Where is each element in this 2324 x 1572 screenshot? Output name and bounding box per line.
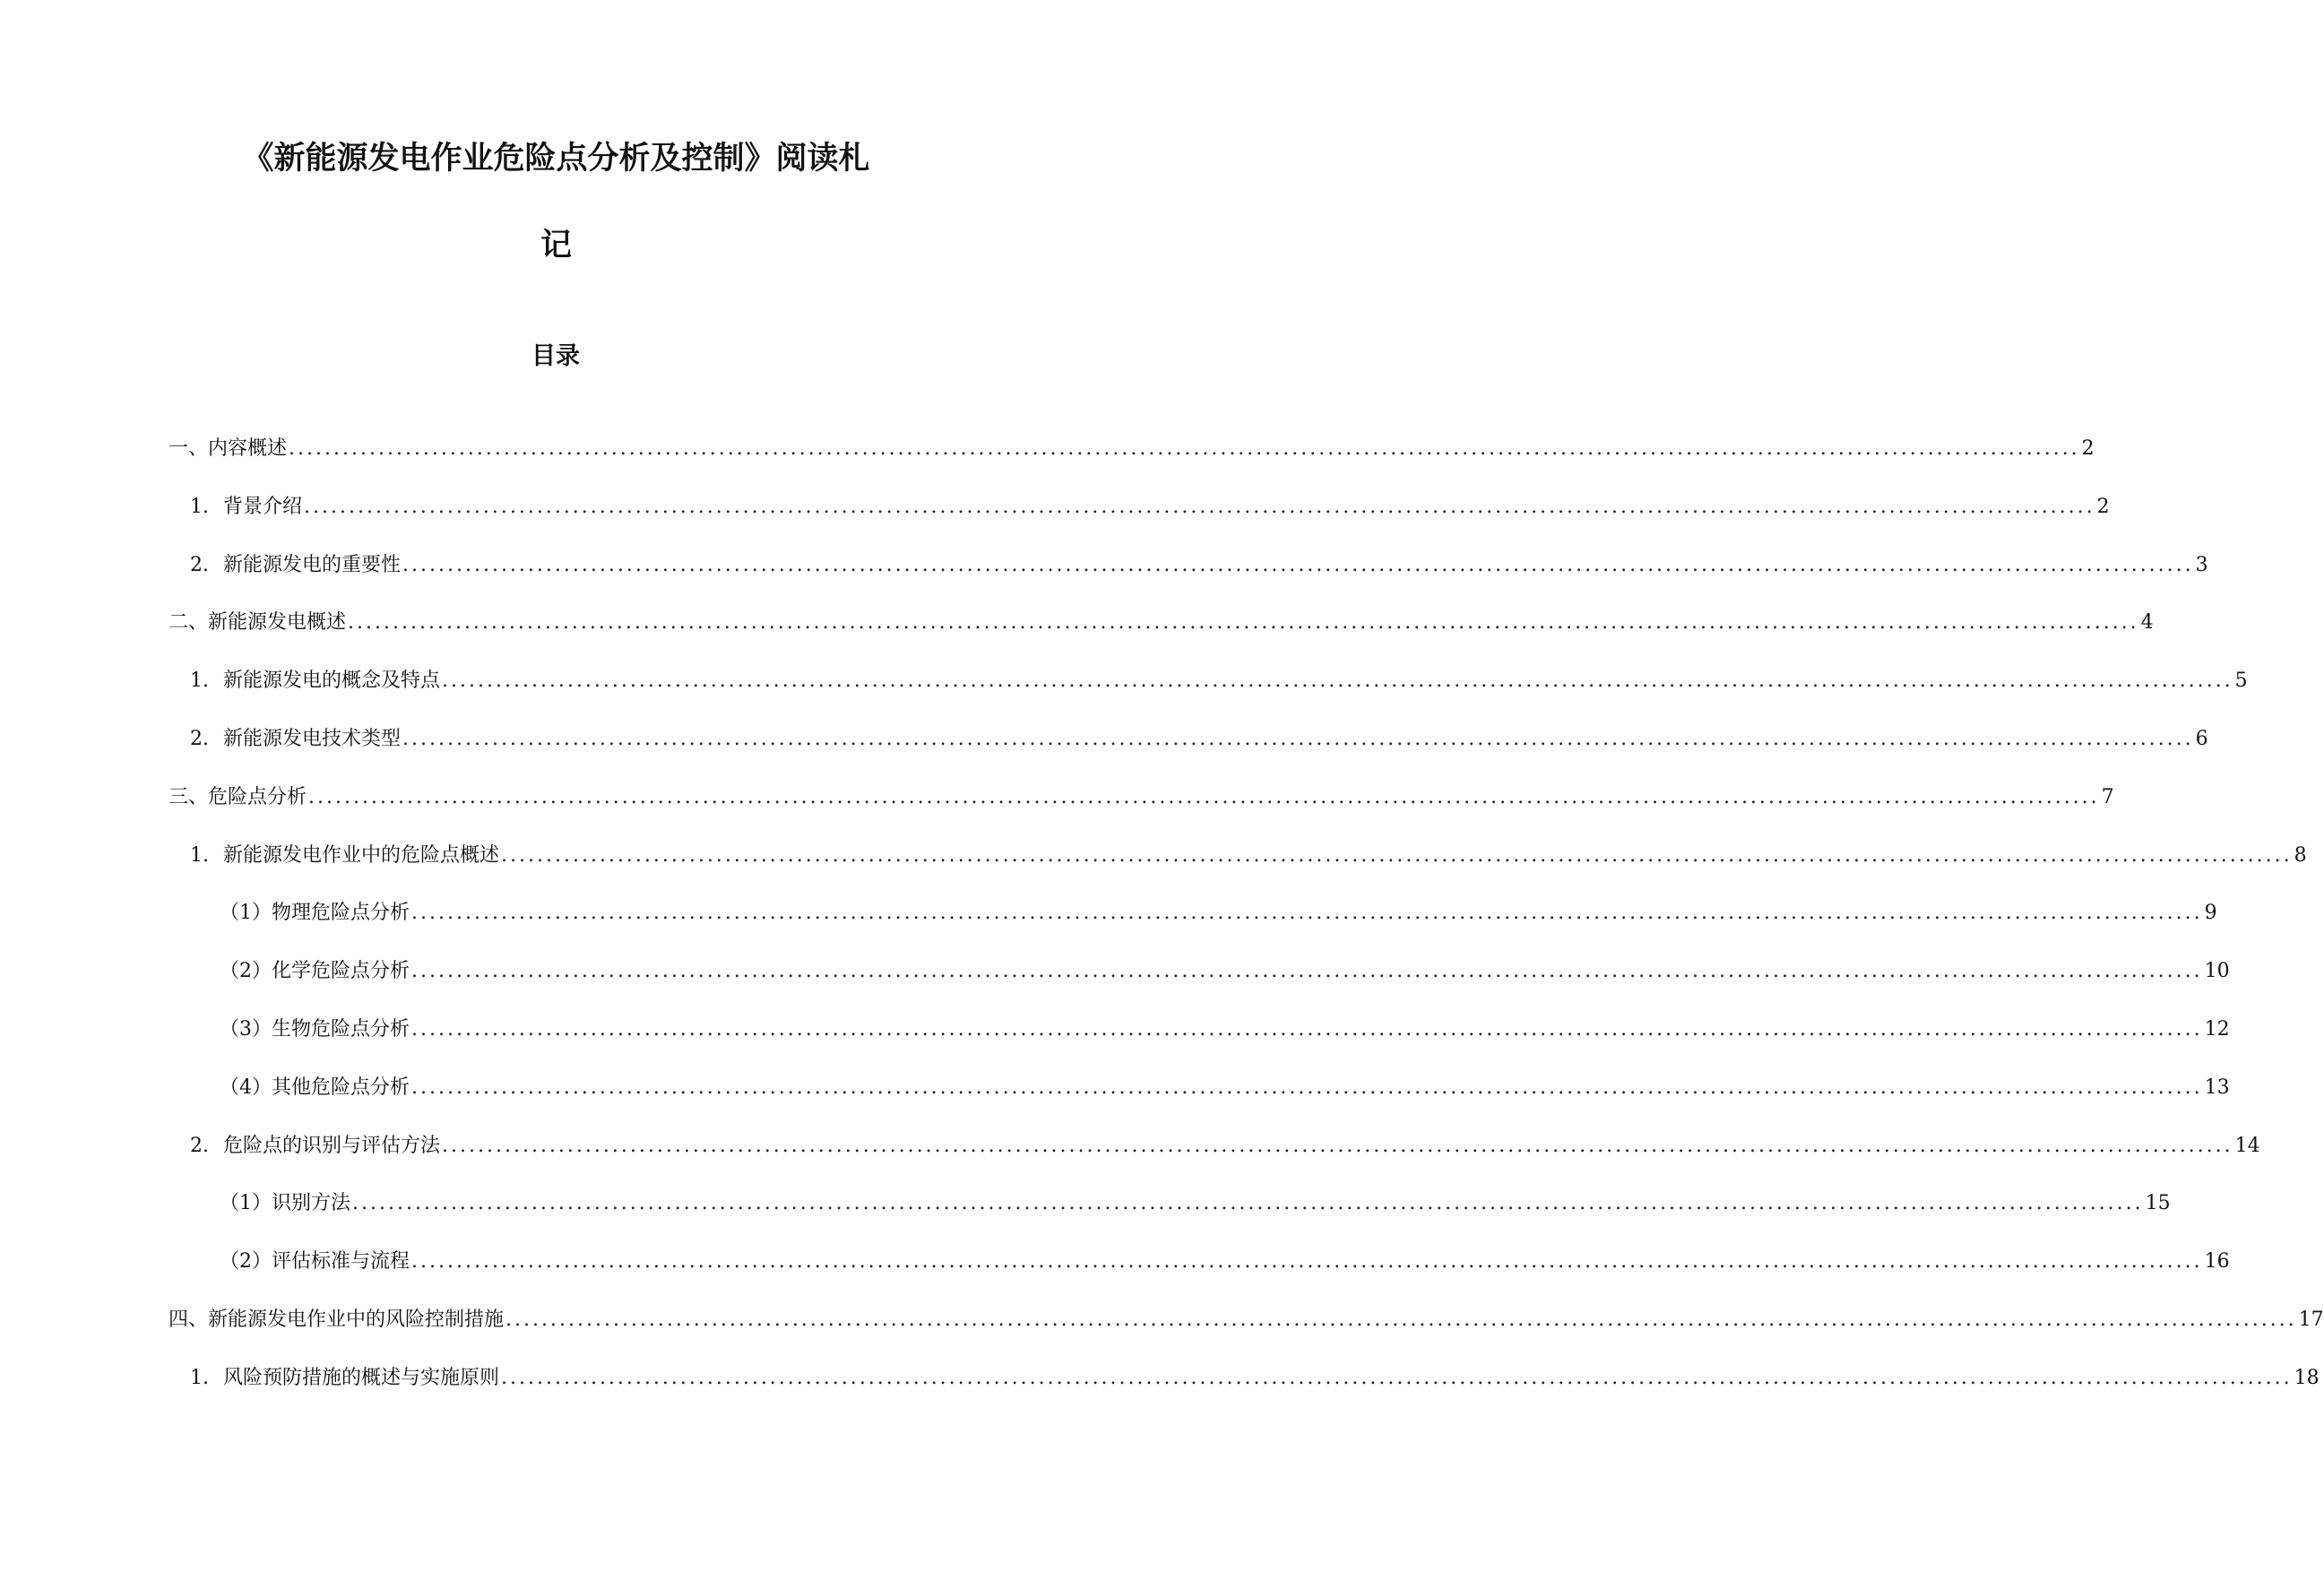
toc-entry-label: 化学危险点分析	[272, 960, 410, 982]
toc-dot-leader: ........................................................................................................................................................................................................	[411, 960, 2203, 982]
toc-entry-label: 风险预防措施的概述与实施原则	[223, 1367, 500, 1389]
toc-dot-leader: ........................................................................................................................................................................................................	[352, 1192, 2144, 1214]
toc-entry-label: 评估标准与流程	[272, 1250, 410, 1273]
toc-entry-label: 新能源发电的重要性	[223, 554, 402, 576]
toc-entry-label: 其他危险点分析	[272, 1076, 410, 1099]
toc-entry-label: 新能源发电作业中的风险控制措施	[208, 1309, 505, 1331]
toc-entry-page-number: 16	[2204, 1250, 2230, 1273]
toc-dot-leader: ........................................................................................................................................................................................................	[411, 1018, 2203, 1041]
toc-entry-page-number: 2	[2081, 437, 2095, 460]
toc-entry-number: 1.	[190, 496, 209, 518]
toc-dot-leader: ........................................................................................................................................................................................................	[505, 1309, 2297, 1331]
document-title-line-2: 记	[540, 228, 572, 263]
toc-entry-label: 新能源发电技术类型	[223, 728, 402, 750]
toc-dot-leader: ........................................................................................................................................................................................................	[308, 786, 2100, 808]
toc-entry-page-number: 14	[2234, 1135, 2260, 1157]
toc-entry-number: 三、	[168, 786, 209, 808]
toc-dot-leader: ........................................................................................................................................................................................................	[501, 1367, 2293, 1389]
toc-heading: 目录	[531, 342, 580, 370]
toc-entry-page-number: 3	[2195, 554, 2208, 576]
toc-entry[interactable]	[220, 1016, 2230, 1043]
toc-entry-number: 1.	[190, 1367, 209, 1389]
toc-entry[interactable]	[190, 668, 2248, 695]
toc-entry[interactable]	[220, 1075, 2230, 1101]
toc-entry-number: （4）	[220, 1076, 272, 1099]
toc-dot-leader: ........................................................................................................................................................................................................	[402, 728, 2194, 750]
toc-entry-number: 2.	[190, 728, 209, 750]
toc-entry-page-number: 9	[2204, 902, 2217, 924]
toc-entry[interactable]	[220, 1190, 2171, 1217]
toc-entry-page-number: 17	[2298, 1309, 2324, 1331]
toc-dot-leader: ........................................................................................................................................................................................................	[402, 554, 2194, 576]
toc-dot-leader: ........................................................................................................................................................................................................	[442, 1135, 2233, 1157]
toc-entry-page-number: 10	[2204, 960, 2230, 982]
toc-entry-number: 1.	[190, 669, 209, 692]
toc-entry[interactable]	[220, 900, 2217, 927]
toc-entry-label: 生物危险点分析	[272, 1018, 410, 1041]
toc-entry-page-number: 2	[2096, 496, 2110, 518]
toc-entry[interactable]	[190, 1133, 2260, 1160]
toc-entry-number: （2）	[220, 960, 272, 982]
toc-dot-leader: ........................................................................................................................................................................................................	[411, 1250, 2203, 1273]
toc-entry[interactable]	[190, 552, 2208, 579]
toc-entry-number: 二、	[168, 611, 209, 634]
toc-dot-leader: ........................................................................................................................................................................................................	[411, 1076, 2203, 1099]
toc-entry[interactable]	[220, 958, 2230, 985]
toc-dot-leader: ........................................................................................................................................................................................................	[289, 437, 2080, 460]
toc-entry[interactable]	[220, 1248, 2230, 1275]
toc-entry-label: 内容概述	[208, 437, 288, 460]
toc-entry-label: 背景介绍	[223, 496, 303, 518]
toc-entry-page-number: 18	[2294, 1367, 2320, 1389]
toc-dot-leader: ........................................................................................................................................................................................................	[304, 496, 2095, 518]
toc-entry-label: 识别方法	[272, 1192, 351, 1214]
toc-entry-label: 新能源发电的概念及特点	[223, 669, 441, 692]
toc-entry-number: 四、	[168, 1309, 209, 1331]
toc-entry[interactable]	[190, 494, 2110, 521]
toc-entry-page-number: 13	[2204, 1076, 2230, 1099]
toc-entry[interactable]	[168, 1307, 2324, 1334]
toc-entry[interactable]	[168, 609, 2154, 636]
toc-entry-label: 新能源发电概述	[208, 611, 347, 634]
toc-entry-label: 危险点的识别与评估方法	[223, 1135, 441, 1157]
toc-entry-number: （2）	[220, 1250, 272, 1273]
toc-entry-page-number: 12	[2204, 1018, 2230, 1041]
toc-entry-number: 1.	[190, 844, 209, 867]
toc-dot-leader: ........................................................................................................................................................................................................	[411, 902, 2203, 924]
toc-entry-number: （1）	[220, 1192, 272, 1214]
toc-entry-page-number: 15	[2145, 1192, 2171, 1214]
toc-entry[interactable]	[168, 784, 2114, 811]
toc-entry[interactable]	[190, 726, 2208, 753]
toc-entry-label: 新能源发电作业中的危险点概述	[223, 844, 500, 867]
toc-dot-leader: ........................................................................................................................................................................................................	[501, 844, 2293, 867]
toc-entry[interactable]	[168, 436, 2095, 462]
toc-entry[interactable]	[190, 842, 2307, 869]
toc-entry-page-number: 4	[2140, 611, 2154, 634]
toc-dot-leader: ........................................................................................................................................................................................................	[348, 611, 2139, 634]
toc-entry-number: （1）	[220, 902, 272, 924]
toc-dot-leader: ........................................................................................................................................................................................................	[442, 669, 2233, 692]
toc-entry[interactable]	[190, 1365, 2320, 1392]
toc-entry-label: 物理危险点分析	[272, 902, 410, 924]
toc-entry-number: （3）	[220, 1018, 272, 1041]
toc-entry-page-number: 5	[2234, 669, 2248, 692]
toc-entry-number: 一、	[168, 437, 209, 460]
toc-entry-number: 2.	[190, 1135, 209, 1157]
toc-entry-page-number: 8	[2294, 844, 2307, 867]
toc-entry-label: 危险点分析	[208, 786, 307, 808]
document-title-line-1: 《新能源发电作业危险点分析及控制》阅读札	[242, 141, 870, 177]
toc-entry-page-number: 7	[2101, 786, 2114, 808]
toc-entry-number: 2.	[190, 554, 209, 576]
toc-entry-page-number: 6	[2195, 728, 2208, 750]
